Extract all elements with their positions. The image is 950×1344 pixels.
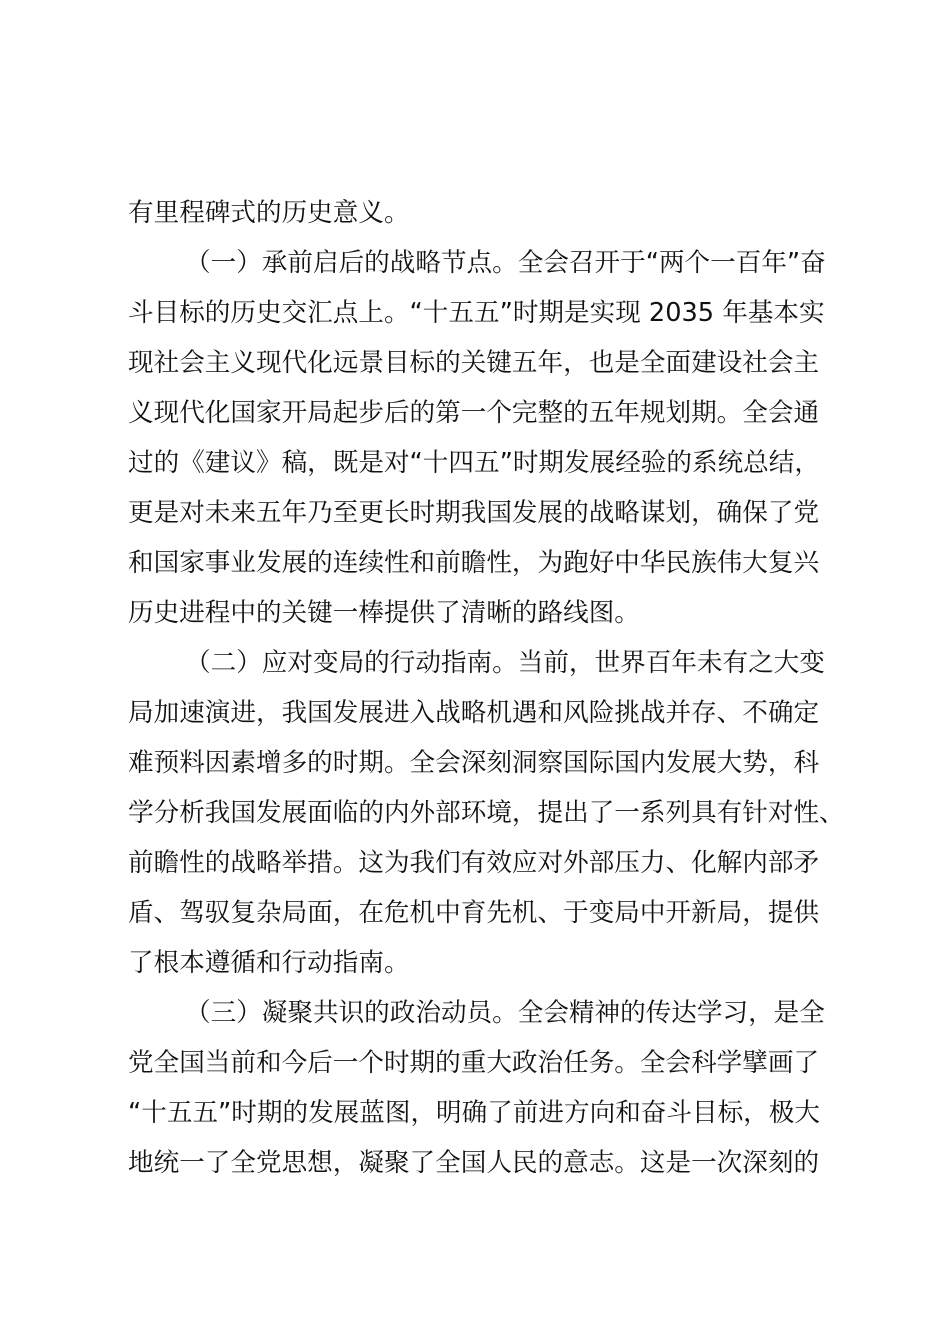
text-line: 地统一了全党思想，凝聚了全国人民的意志。这是一次深刻的 bbox=[128, 1148, 820, 1178]
paragraph-continuation bbox=[128, 188, 828, 238]
text-line: 义现代化国家开局起步后的第一个完整的五年规划期。全会通 bbox=[128, 398, 820, 428]
paragraph-section-2 bbox=[128, 638, 845, 988]
text-line: 了根本遵循和行动指南。 bbox=[128, 948, 410, 978]
text-line: 过的《建议》稿，既是对“十四五”时期发展经验的系统总结， bbox=[128, 448, 820, 478]
text-line: 党全国当前和今后一个时期的重大政治任务。全会科学擘画了 bbox=[128, 1048, 820, 1078]
text-line: “十五五”时期的发展蓝图，明确了前进方向和奋斗目标，极大 bbox=[128, 1098, 820, 1128]
text-line: 更是对未来五年乃至更长时期我国发展的战略谋划，确保了党 bbox=[128, 498, 820, 528]
paragraph-section-3 bbox=[128, 988, 828, 1188]
text-line: 前瞻性的战略举措。这为我们有效应对外部压力、化解内部矛 bbox=[128, 848, 820, 878]
section-heading-line: （一）承前启后的战略节点。全会召开于“两个一百年”奋 bbox=[185, 248, 826, 278]
text-line: 学分析我国发展面临的内外部环境，提出了一系列具有针对性、 bbox=[128, 798, 845, 828]
text-line: 有里程碑式的历史意义。 bbox=[128, 198, 410, 228]
text-line: 历史进程中的关键一棒提供了清晰的路线图。 bbox=[128, 598, 640, 628]
section-heading-line: （二）应对变局的行动指南。当前，世界百年未有之大变 bbox=[185, 648, 825, 678]
section-heading-line: （三）凝聚共识的政治动员。全会精神的传达学习，是全 bbox=[185, 998, 825, 1028]
text-line: 斗目标的历史交汇点上。“十五五”时期是实现 2035 年基本实 bbox=[128, 298, 825, 328]
text-line: 局加速演进，我国发展进入战略机遇和风险挑战并存、不确定 bbox=[128, 698, 820, 728]
text-line: 盾、驾驭复杂局面，在危机中育先机、于变局中开新局，提供 bbox=[128, 898, 820, 928]
text-line: 难预料因素增多的时期。全会深刻洞察国际国内发展大势，科 bbox=[128, 748, 820, 778]
document-body bbox=[128, 188, 845, 1188]
paragraph-section-1 bbox=[128, 238, 828, 638]
text-line: 现社会主义现代化远景目标的关键五年，也是全面建设社会主 bbox=[128, 348, 820, 378]
text-line: 和国家事业发展的连续性和前瞻性，为跑好中华民族伟大复兴 bbox=[128, 548, 820, 578]
